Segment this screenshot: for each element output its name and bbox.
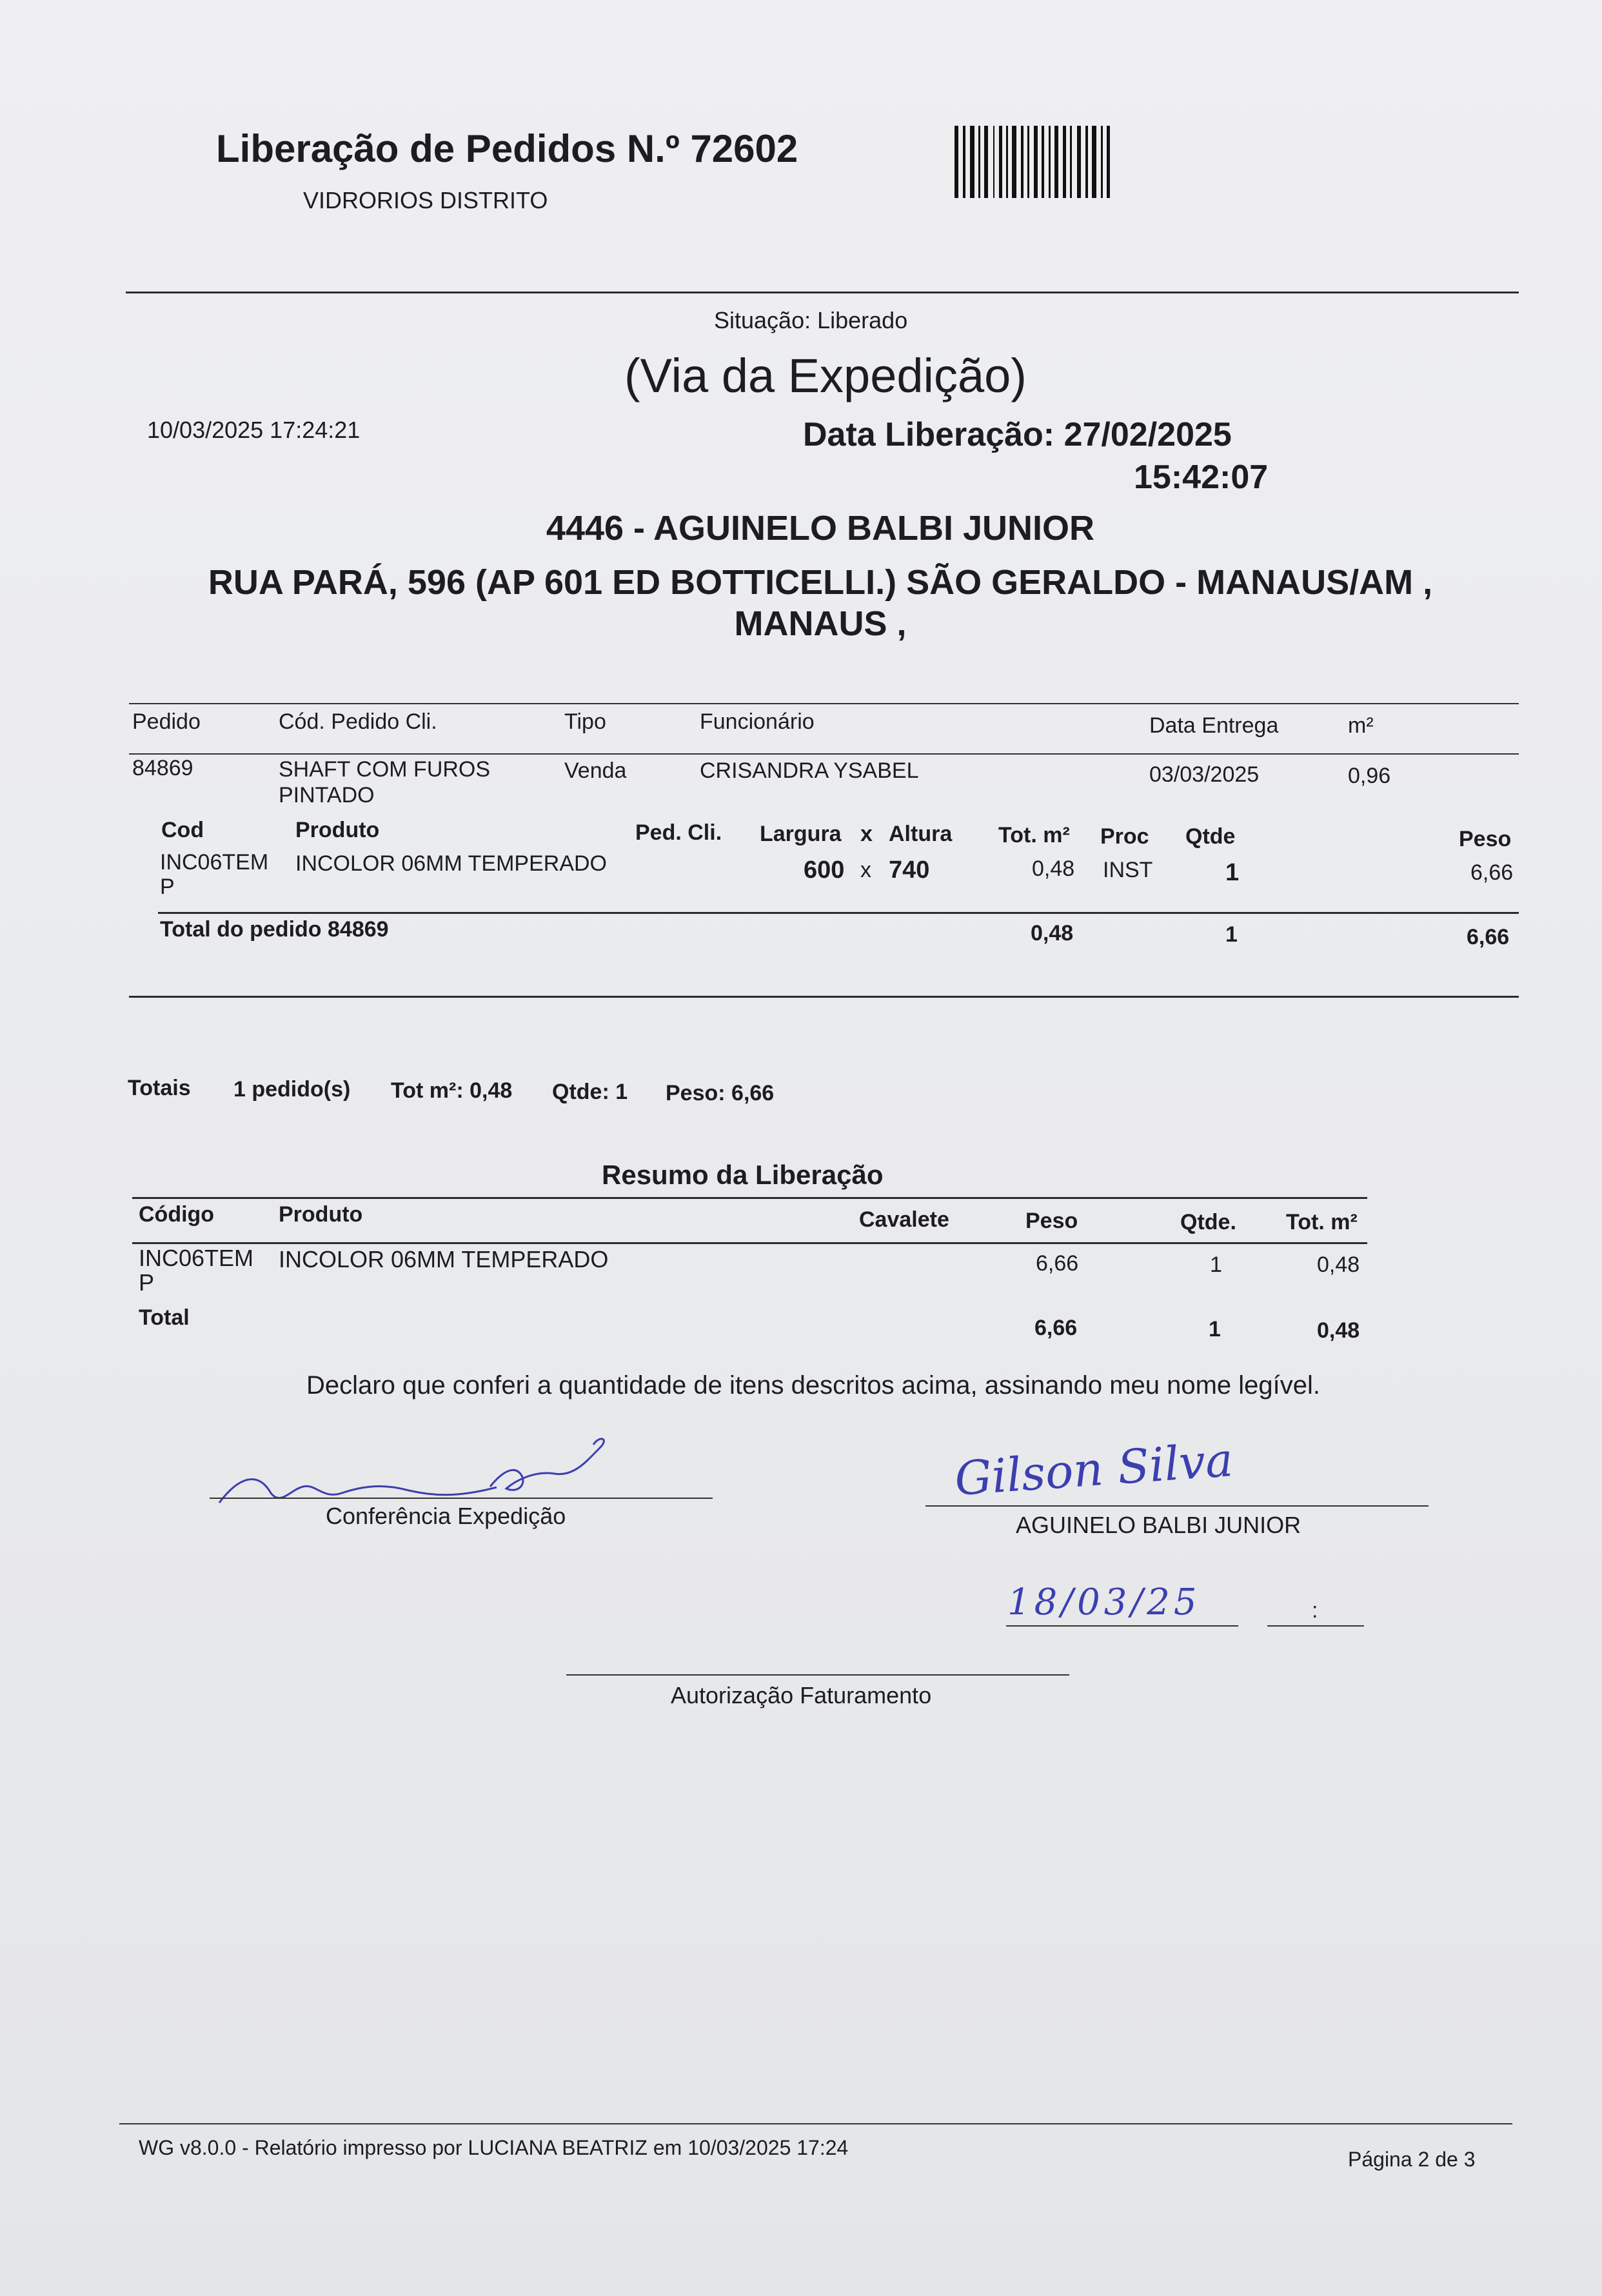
totals-qtde: Qtde: 1 xyxy=(552,1080,628,1104)
item-header-x: x xyxy=(860,822,873,846)
summary-header-codigo: Código xyxy=(139,1202,215,1227)
summary-produto: INCOLOR 06MM TEMPERADO xyxy=(279,1246,609,1272)
summary-header-produto: Produto xyxy=(279,1202,363,1227)
document-title: Liberação de Pedidos N.º 72602 xyxy=(216,127,798,170)
printed-datetime: 10/03/2025 17:24:21 xyxy=(147,417,361,443)
company-name: VIDRORIOS DISTRITO xyxy=(303,187,548,213)
item-header-peso: Peso xyxy=(1459,827,1512,851)
totals-pedidos: 1 pedido(s) xyxy=(233,1077,351,1102)
summary-total-label: Total xyxy=(139,1305,190,1330)
conferencia-signature-line xyxy=(210,1498,713,1499)
summary-total-peso: 6,66 xyxy=(1034,1316,1078,1340)
client-address-line2: MANAUS , xyxy=(734,604,907,643)
order-client-code-line2: PINTADO xyxy=(279,783,375,807)
summary-codigo-line1: INC06TEM xyxy=(139,1245,254,1271)
handwritten-date: 18/03/25 xyxy=(1007,1581,1201,1623)
item-header-produto: Produto xyxy=(295,818,380,842)
client-signature-line xyxy=(925,1505,1429,1507)
item-qtde: 1 xyxy=(1225,859,1240,886)
date-line xyxy=(1006,1625,1238,1627)
summary-header-tot-m2: Tot. m² xyxy=(1286,1210,1358,1234)
summary-header-peso: Peso xyxy=(1025,1209,1078,1233)
col-header-data-entrega: Data Entrega xyxy=(1149,713,1279,738)
item-header-ped-cli: Ped. Cli. xyxy=(635,820,722,845)
totals-peso: Peso: 6,66 xyxy=(666,1081,775,1105)
item-proc: INST xyxy=(1103,858,1153,882)
item-header-altura: Altura xyxy=(889,822,953,846)
summary-tot-m2: 0,48 xyxy=(1317,1252,1360,1277)
col-header-pedido: Pedido xyxy=(132,709,201,734)
barcode-icon xyxy=(954,126,1200,200)
item-header-largura: Largura xyxy=(760,822,842,846)
item-cod-line2: P xyxy=(160,875,175,899)
release-time: 15:42:07 xyxy=(1134,459,1269,496)
copy-label: (Via da Expedição) xyxy=(624,349,1027,402)
col-header-tipo: Tipo xyxy=(564,709,606,734)
item-tot-m2: 0,48 xyxy=(1032,856,1075,881)
summary-total-qtde: 1 xyxy=(1209,1317,1221,1341)
time-separator: : xyxy=(1312,1598,1318,1623)
footer-rule xyxy=(119,2123,1512,2124)
conferencia-label: Conferência Expedição xyxy=(326,1503,566,1529)
status-text: Situação: Liberado xyxy=(714,307,908,333)
table-top-rule xyxy=(129,703,1519,704)
col-header-m2: m² xyxy=(1348,713,1374,738)
item-header-proc: Proc xyxy=(1100,824,1149,849)
item-produto: INCOLOR 06MM TEMPERADO xyxy=(295,851,608,876)
order-total-rule xyxy=(158,912,1519,914)
totals-m2: Tot m²: 0,48 xyxy=(391,1078,513,1103)
order-total-qtde: 1 xyxy=(1225,922,1238,947)
order-employee: CRISANDRA YSABEL xyxy=(700,758,919,783)
conferencia-signature xyxy=(213,1425,626,1509)
client-signature-label: AGUINELO BALBI JUNIOR xyxy=(1016,1512,1301,1538)
summary-codigo-line2: P xyxy=(139,1269,155,1296)
summary-top-rule xyxy=(132,1197,1367,1199)
declaration-text: Declaro que conferi a quantidade de itens descritos acima, assinando meu nome legível. xyxy=(306,1371,1321,1400)
summary-header-cavalete: Cavalete xyxy=(859,1207,949,1232)
item-header-cod: Cod xyxy=(161,818,204,842)
order-number: 84869 xyxy=(132,756,193,780)
item-header-qtde: Qtde xyxy=(1185,824,1236,849)
summary-header-rule xyxy=(132,1242,1367,1244)
footer-page-number: Página 2 de 3 xyxy=(1348,2148,1476,2171)
order-client-code-line1: SHAFT COM FUROS xyxy=(279,757,491,782)
totals-label: Totais xyxy=(128,1076,191,1100)
order-m2: 0,96 xyxy=(1348,764,1391,788)
summary-header-qtde: Qtde. xyxy=(1180,1210,1236,1234)
item-cod-line1: INC06TEM xyxy=(160,850,269,875)
item-largura: 600 xyxy=(804,856,845,884)
client-name: 4446 - AGUINELO BALBI JUNIOR xyxy=(546,509,1095,548)
order-total-peso: 6,66 xyxy=(1467,925,1510,949)
order-type: Venda xyxy=(564,758,627,783)
summary-qtde: 1 xyxy=(1210,1252,1222,1277)
client-address-line1: RUA PARÁ, 596 (AP 601 ED BOTTICELLI.) SÃO GERALDO - MANAUS/AM , xyxy=(208,563,1433,602)
order-total-m2: 0,48 xyxy=(1031,921,1074,945)
item-header-tot-m2: Tot. m² xyxy=(998,823,1070,847)
table-header-rule xyxy=(129,753,1519,755)
footer-printed-by: WG v8.0.0 - Relatório impresso por LUCIANA BEATRIZ em 10/03/2025 17:24 xyxy=(139,2136,849,2159)
time-line xyxy=(1267,1625,1364,1627)
col-header-cod-pedido-cli: Cód. Pedido Cli. xyxy=(279,709,437,734)
summary-total-tot-m2: 0,48 xyxy=(1317,1318,1360,1343)
release-date: Data Liberação: 27/02/2025 xyxy=(803,416,1232,453)
item-peso: 6,66 xyxy=(1470,860,1514,885)
summary-peso: 6,66 xyxy=(1036,1251,1079,1276)
client-signature: Gilson Silva xyxy=(953,1432,1235,1506)
orders-bottom-rule xyxy=(129,996,1519,998)
header-divider xyxy=(126,292,1519,293)
authorization-label: Autorização Faturamento xyxy=(671,1682,932,1708)
order-total-label: Total do pedido 84869 xyxy=(160,917,389,942)
item-altura: 740 xyxy=(889,856,930,884)
summary-title: Resumo da Liberação xyxy=(602,1160,884,1190)
col-header-funcionario: Funcionário xyxy=(700,709,815,734)
item-x: x xyxy=(860,858,871,882)
order-delivery-date: 03/03/2025 xyxy=(1149,762,1260,787)
authorization-line xyxy=(566,1674,1069,1676)
